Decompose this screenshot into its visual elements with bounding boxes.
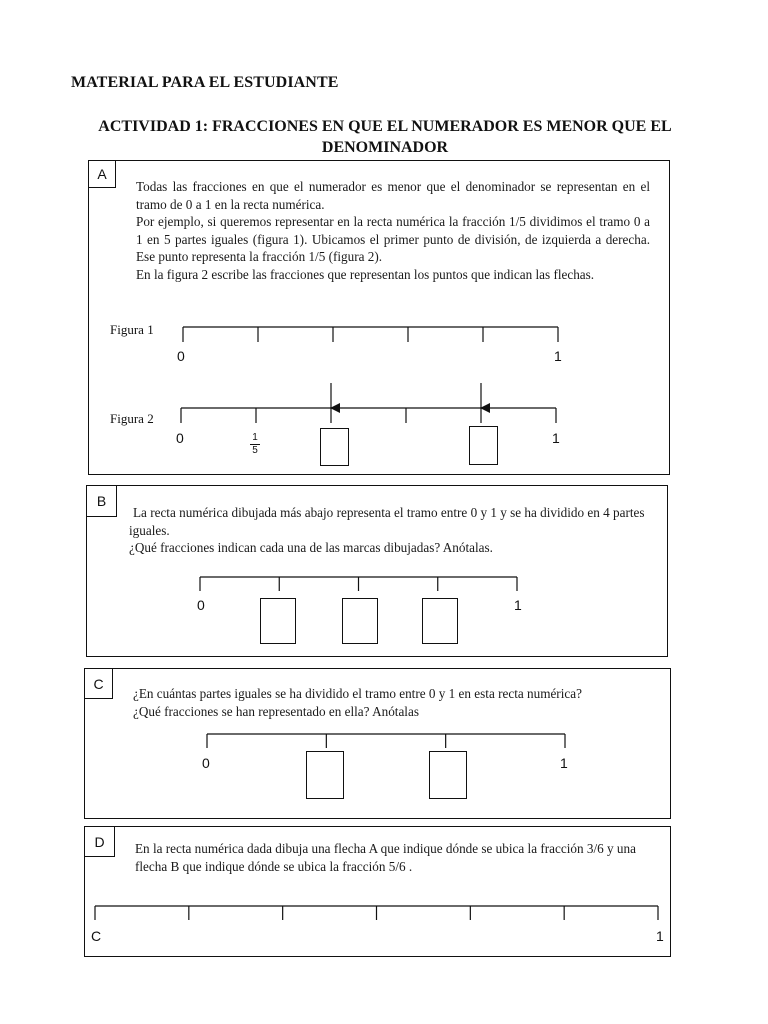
d-start-label: C [91, 928, 102, 944]
section-c-tag: C [85, 669, 113, 699]
b-answer-box-1[interactable] [260, 598, 296, 644]
page-title: MATERIAL PARA EL ESTUDIANTE [71, 74, 339, 91]
section-b-number-line [200, 577, 517, 591]
figure-1-label: Figura 1 [110, 322, 154, 337]
section-b-p2: ¿Qué fracciones indican cada una de las marcas dibujadas? Anótalas. [129, 540, 493, 555]
b-start-label: 0 [197, 597, 205, 613]
fig2-end-label: 1 [552, 430, 560, 446]
c-end-label: 1 [560, 755, 568, 771]
fig1-end-label: 1 [554, 348, 562, 364]
section-c-number-line [207, 734, 565, 748]
section-b-p1: La recta numérica dibujada más abajo representa el tramo entre 0 y 1 y se ha dividido en 4 partes iguales. [129, 505, 645, 538]
section-d-tag: D [85, 827, 115, 857]
fig2-fraction-one-fifth [248, 433, 262, 456]
c-answer-box-2[interactable] [429, 751, 467, 799]
fig2-answer-box-2[interactable] [469, 426, 498, 465]
fig1-start-label: 0 [177, 348, 185, 364]
c-answer-box-1[interactable] [306, 751, 344, 799]
figure-2-number-line [181, 383, 556, 423]
fraction-denominator: 5 [252, 445, 258, 456]
section-d-number-line [95, 906, 658, 920]
section-c-p1: ¿En cuántas partes iguales se ha dividido el tramo entre 0 y 1 en esta recta numérica? [133, 686, 582, 701]
b-end-label: 1 [514, 597, 522, 613]
fig2-answer-box-1[interactable] [320, 428, 349, 466]
b-answer-box-2[interactable] [342, 598, 378, 644]
section-c-p2: ¿Qué fracciones se han representado en ella? Anótalas [133, 703, 419, 719]
fraction-numerator: 1 [252, 432, 258, 443]
activity-title: ACTIVIDAD 1: FRACCIONES EN QUE EL NUMERADOR ES MENOR QUE EL DENOMINADOR [98, 118, 672, 156]
d-end-label: 1 [656, 928, 664, 944]
figure-2-label: Figura 2 [110, 411, 154, 426]
section-b-tag: B [87, 486, 117, 517]
section-a-p2: Por ejemplo, si queremos representar en la recta numérica la fracción 1/5 dividimos el tramo 0 a 1 en 5 partes iguales (figura 1). Ubicamos el primer punto de división, de izquierda a derecha. Ese punto representa la fracción 1/5 (figura 2). [136, 214, 650, 264]
section-a-p1: Todas las fracciones en que el numerador es menor que el denominador se representan en el tramo de 0 a 1 en la recta numérica. [136, 179, 650, 212]
figure-1-number-line [183, 327, 558, 342]
c-start-label: 0 [202, 755, 210, 771]
section-a-p3: En la figura 2 escribe las fracciones que representan los puntos que indican las flechas. [136, 266, 595, 282]
fig2-start-label: 0 [176, 430, 184, 446]
section-a-tag: A [89, 161, 116, 188]
b-answer-box-3[interactable] [422, 598, 458, 644]
section-d-p1: En la recta numérica dada dibuja una flecha A que indique dónde se ubica la fracción 3/6 y una flecha B que indique dónde se ubica la fracción 5/6 . [135, 841, 636, 874]
